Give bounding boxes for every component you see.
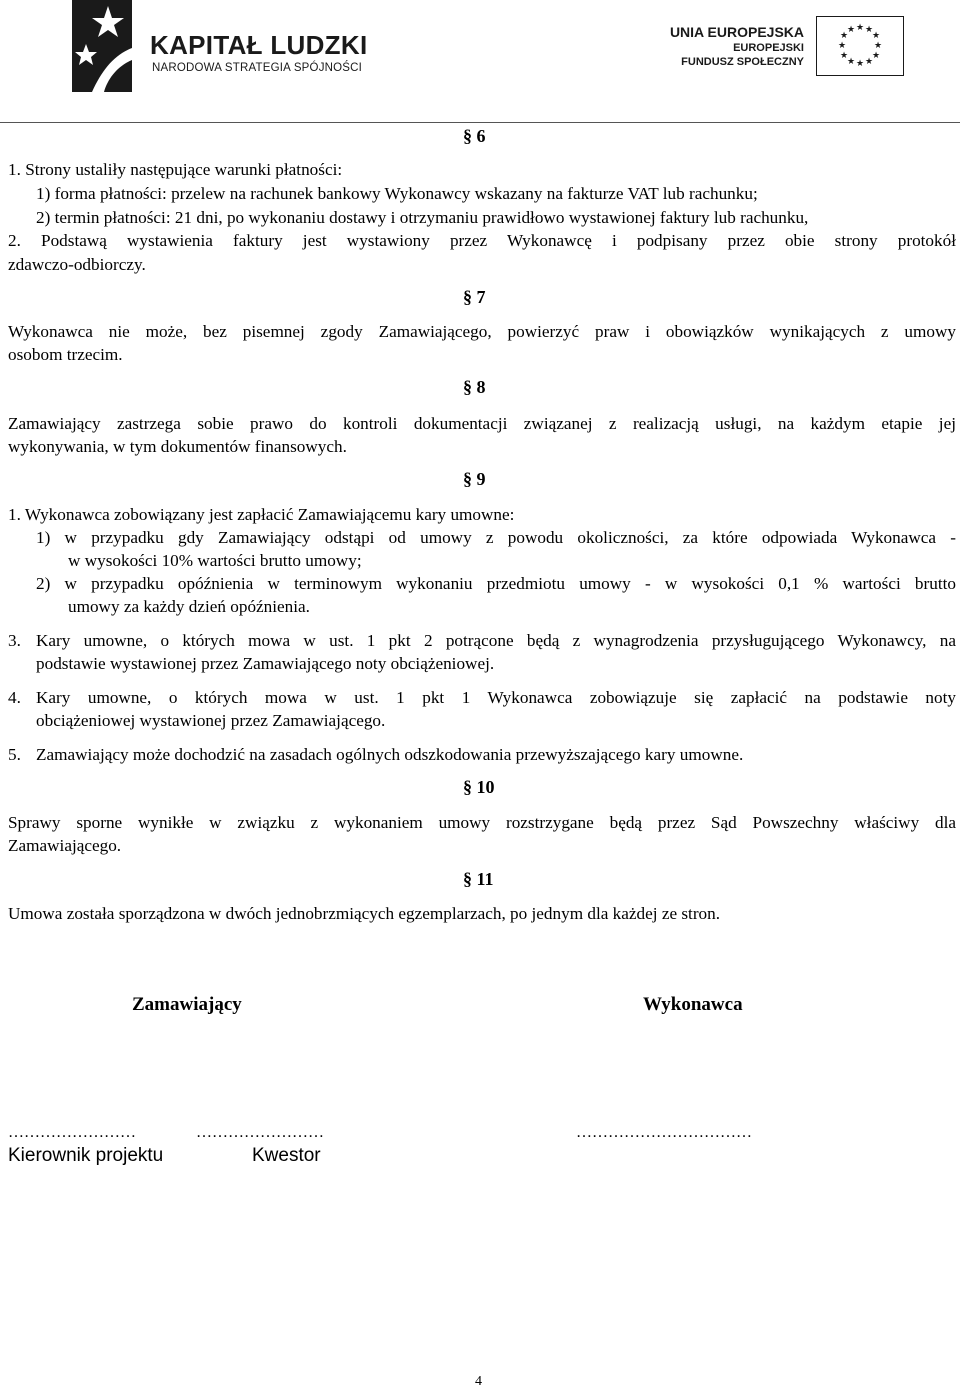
left-logo-title: KAPITAŁ LUDZKI — [150, 30, 368, 60]
s6-point-2-line1: 2. Podstawą wystawienia faktury jest wystawiony przez Wykonawcę i podpisany przez obie strony protokół — [8, 231, 956, 250]
svg-text:★: ★ — [839, 51, 849, 61]
signature-role-2: Kwestor — [252, 1145, 321, 1166]
header-rule — [0, 122, 960, 123]
s10-line2: Zamawiającego. — [8, 836, 122, 855]
s6-point-1: 1. Strony ustaliły następujące warunki płatności: — [8, 160, 343, 179]
svg-text:★: ★ — [864, 57, 874, 67]
s9-point-3-number: 3. — [8, 631, 21, 650]
svg-text:★: ★ — [846, 25, 856, 35]
s9-point-1: 1. Wykonawca zobowiązany jest zapłacić Zamawiającemu kary umowne: — [8, 505, 515, 524]
s6-point-1b: 2) termin płatności: 21 dni, po wykonaniu dostawy i otrzymaniu prawidłowo wystawionej faktury lub rachunku, — [36, 208, 809, 227]
signature-dots-1: …………………… — [8, 1124, 136, 1141]
s9-point-5-number: 5. — [8, 745, 21, 764]
s6-point-1a: 1) forma płatności: przelew na rachunek bankowy Wykonawcy wskazany na fakturze VAT lub rachunku; — [36, 184, 758, 203]
s9-point-5-line1: Zamawiający może dochodzić na zasadach ogólnych odszkodowania przewyższającego kary umowne. — [36, 745, 744, 764]
right-logo-line1: UNIA EUROPEJSKA — [669, 24, 804, 40]
section-8-heading: § 8 — [463, 377, 486, 397]
svg-text:★: ★ — [839, 31, 849, 41]
s10-line1: Sprawy sporne wynikłe w związku z wykonaniem umowy rozstrzygane będą przez Sąd Powszechny właściwy dla — [8, 813, 956, 832]
svg-text:★: ★ — [837, 41, 847, 51]
signature-role-1: Kierownik projektu — [8, 1145, 164, 1166]
s9-point-4-line2: obciążeniowej wystawionej przez Zamawiającego. — [36, 711, 386, 730]
eu-flag-icon — [816, 16, 904, 76]
kapital-ludzki-logo — [72, 0, 132, 92]
s7-line1: Wykonawca nie może, bez pisemnej zgody Zamawiającego, powierzyć praw i obowiązków wynikających z umowy — [8, 322, 956, 341]
s9-point-1a-line1: 1) w przypadku gdy Zamawiający odstąpi od umowy z powodu okoliczności, za które odpowiada Wykonawca - — [36, 528, 956, 547]
s11-line1: Umowa została sporządzona w dwóch jednobrzmiących egzemplarzach, po jednym dla każdej ze stron. — [8, 904, 721, 923]
section-9-heading: § 9 — [463, 469, 486, 489]
section-11-heading: § 11 — [463, 869, 494, 889]
s7-line2: osobom trzecim. — [8, 345, 123, 364]
right-logo-line3: FUNDUSZ SPOŁECZNY — [681, 56, 804, 68]
svg-text:★: ★ — [873, 41, 883, 51]
s9-point-1a-line2: w wysokości 10% wartości brutto umowy; — [68, 551, 362, 570]
star-icon — [72, 0, 132, 92]
s8-line2: wykonywania, w tym dokumentów finansowych. — [8, 437, 347, 456]
signature-party-left: Zamawiający — [132, 994, 242, 1015]
s9-point-4-line1: Kary umowne, o których mowa w ust. 1 pkt 1 Wykonawca zobowiązuje się zapłacić na podstawie noty — [36, 688, 956, 707]
svg-text:★: ★ — [855, 59, 865, 69]
svg-text:★: ★ — [855, 23, 865, 33]
section-10-heading: § 10 — [463, 777, 495, 797]
svg-text:★: ★ — [864, 25, 874, 35]
right-logo-line2: EUROPEJSKI — [733, 42, 804, 54]
s9-point-3-line1: Kary umowne, o których mowa w ust. 1 pkt 2 potrącone będą z wynagrodzenia przysługującego Wykonawcy, na — [36, 631, 956, 650]
left-logo-subtitle: NARODOWA STRATEGIA SPÓJNOŚCI — [152, 62, 363, 74]
svg-text:★: ★ — [871, 51, 881, 61]
s8-line1: Zamawiający zastrzega sobie prawo do kontroli dokumentacji związanej z realizacją usługi, na każdym etapie jej — [8, 414, 956, 433]
signature-dots-2: …………………… — [196, 1124, 324, 1141]
signature-dots-3: …………………………… — [576, 1124, 752, 1141]
s9-point-1b-line2: umowy za każdy dzień opóźnienia. — [68, 597, 310, 616]
s6-point-2-line2: zdawczo-odbiorczy. — [8, 255, 146, 274]
s9-point-3-line2: podstawie wystawionej przez Zamawiającego noty obciążeniowej. — [36, 654, 495, 673]
section-6-heading: § 6 — [463, 126, 486, 146]
section-7-heading: § 7 — [463, 287, 486, 307]
s9-point-1b-line1: 2) w przypadku opóźnienia w terminowym wykonaniu przedmiotu umowy - w wysokości 0,1 % wartości brutto — [36, 574, 956, 593]
s9-point-4-number: 4. — [8, 688, 21, 707]
svg-text:★: ★ — [846, 57, 856, 67]
svg-text:★: ★ — [871, 31, 881, 41]
page-number: 4 — [475, 1374, 482, 1389]
signature-party-right: Wykonawca — [643, 994, 743, 1015]
